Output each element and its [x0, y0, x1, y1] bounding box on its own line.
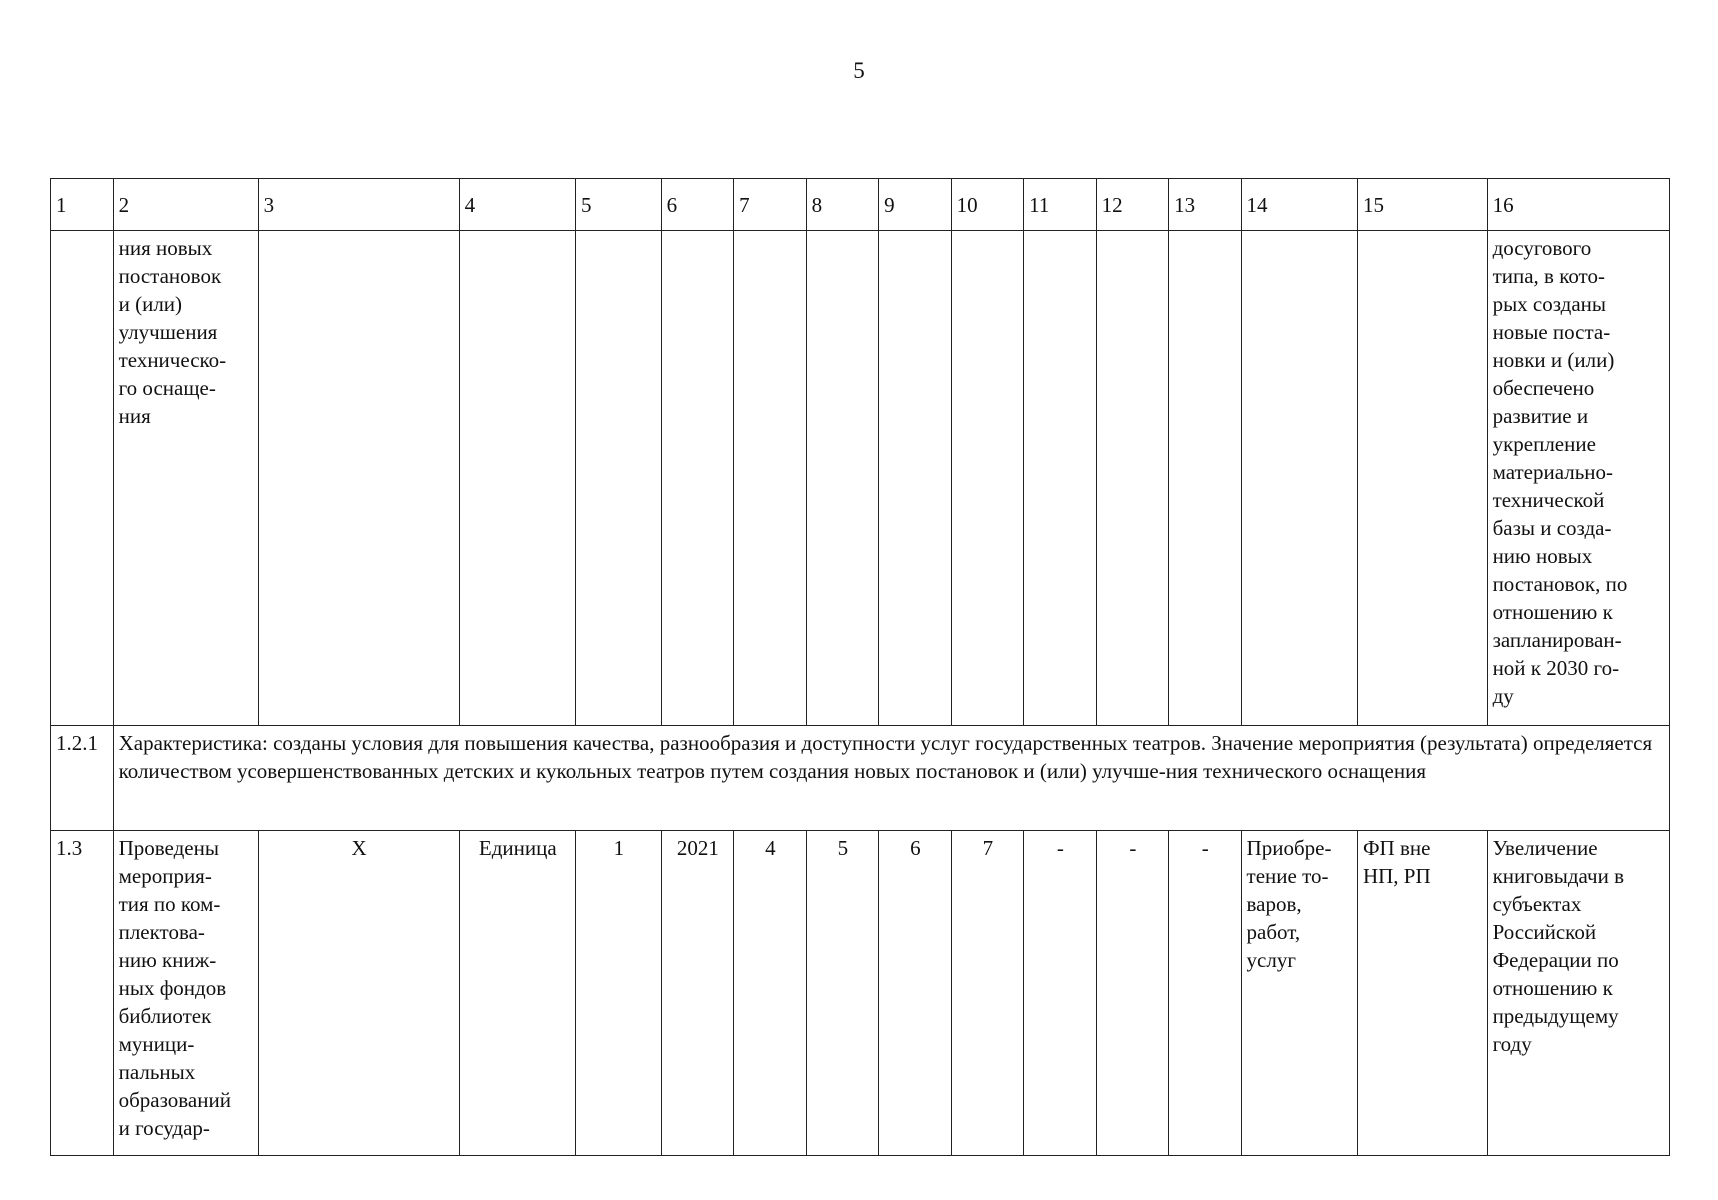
column-header: 8: [806, 179, 878, 231]
table-cell: [51, 231, 114, 726]
table-cell: -: [1169, 831, 1241, 1156]
document-table: [50, 178, 1670, 1156]
table-cell: [661, 231, 733, 726]
table-cell: 5: [806, 831, 878, 1156]
page-number: 5: [853, 58, 865, 83]
table-cell: [459, 231, 575, 726]
table-cell: ФП вне НП, РП: [1357, 831, 1487, 1156]
table-cell: Проведены мероприя- тия по ком- плектова- нию книж- ных фондов библиотек муници- пальных образований и государ-: [113, 831, 258, 1156]
table-cell: 1.3: [51, 831, 114, 1156]
table-cell: 6: [879, 831, 951, 1156]
characteristic-cell: Характеристика: созданы условия для повышения качества, разнообразия и доступности услуг государственных театров. Значение мероприятия (результата) определяется количеством усовершенствованных детских и кукольных театров путем создания новых постановок и (или) улучше-ния технического оснащения: [113, 726, 1669, 831]
table-cell: [1357, 231, 1487, 726]
column-header: 1: [51, 179, 114, 231]
column-header: 7: [734, 179, 806, 231]
column-header: 14: [1241, 179, 1357, 231]
column-header: 13: [1169, 179, 1241, 231]
table-row: [51, 831, 1670, 1156]
column-header: 15: [1357, 179, 1487, 231]
table-cell: 2021: [661, 831, 733, 1156]
column-header: 2: [113, 179, 258, 231]
column-header: 11: [1024, 179, 1096, 231]
table-row: [51, 726, 1670, 831]
table-cell: -: [1096, 831, 1168, 1156]
table-cell: Увеличение книговыдачи в субъектах Российской Федерации по отношению к предыдущему году: [1487, 831, 1669, 1156]
table-cell: [1241, 231, 1357, 726]
table-cell: X: [258, 831, 459, 1156]
table-cell: 1: [576, 831, 662, 1156]
table-header-row: [51, 179, 1670, 231]
table-cell: [576, 231, 662, 726]
table-row: [51, 231, 1670, 726]
table-cell: Единица: [459, 831, 575, 1156]
column-header: 12: [1096, 179, 1168, 231]
column-header: 10: [951, 179, 1023, 231]
table-cell: [1169, 231, 1241, 726]
table-cell: Приобре- тение то- варов, работ, услуг: [1241, 831, 1357, 1156]
table-cell: 7: [951, 831, 1023, 1156]
column-header: 6: [661, 179, 733, 231]
table-cell: [806, 231, 878, 726]
table-cell: -: [1024, 831, 1096, 1156]
table-cell: досугового типа, в кото- рых созданы новые поста- новки и (или) обеспечено развитие и укрепление материально- технической базы и созда- нию новых постановок, по отношению к запланирован- ной к 2030 го- ду: [1487, 231, 1669, 726]
column-header: 9: [879, 179, 951, 231]
column-header: 16: [1487, 179, 1669, 231]
table-cell: [951, 231, 1023, 726]
table-cell: ния новых постановок и (или) улучшения техническо- го оснаще- ния: [113, 231, 258, 726]
column-header: 5: [576, 179, 662, 231]
table-cell: [258, 231, 459, 726]
table-cell: 1.2.1: [51, 726, 114, 831]
column-header: 4: [459, 179, 575, 231]
column-header: 3: [258, 179, 459, 231]
table-cell: [1096, 231, 1168, 726]
table-cell: [879, 231, 951, 726]
table-cell: [1024, 231, 1096, 726]
table-cell: [734, 231, 806, 726]
table-cell: 4: [734, 831, 806, 1156]
